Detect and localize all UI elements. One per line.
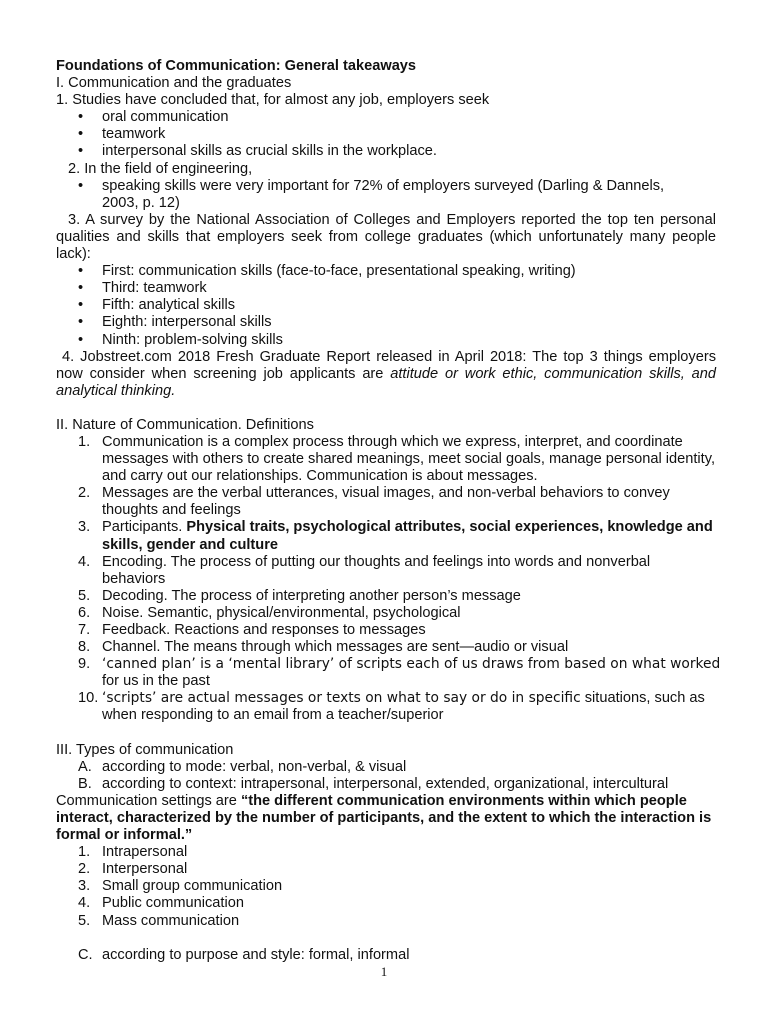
paragraph-4-text: 4. Jobstreet.com 2018 Fresh Graduate Report released in April 2018: The top 3 things employers now consider when screening job applicants are [56,348,716,382]
item-number: 4. [78,553,91,570]
list-item [56,622,716,639]
item-text: for us in the past [102,673,210,690]
item-text: Communication is a complex process through which we express, interpret, and coordinate messages with others to create shared meanings, meet social goals, manage personal identity, and carry out our relationships. Communication is about messages. [102,433,715,485]
item-lead: Participants. [102,519,187,536]
item-letter: B. [78,775,92,792]
item-text: Small group communication [102,878,283,895]
list-item: • First: communication skills (face-to-face, presentational speaking, writing) [56,263,716,280]
item-number: 2. [78,485,91,502]
item-number: 9. [78,656,91,673]
list-item [56,776,716,793]
item-text: according to mode: verbal, non-verbal, & visual [102,758,407,775]
list-item: • Eighth: interpersonal skills [56,314,716,331]
settings-lead: Communication settings are [56,792,241,809]
list-item [56,519,716,553]
list-item [56,434,716,485]
section-1-heading: I. Communication and the graduates [56,75,292,92]
item-text: Public communication [102,895,244,912]
item-text: according to purpose and style: formal, informal [102,946,410,963]
item-letter: C. [78,946,93,963]
list-item [56,895,716,912]
bullet-list-1 [56,109,716,160]
page-number: 1 [380,964,388,979]
paragraph-4-italic: attitude or work ethic, communication skills, and analytical thinking. [56,365,716,399]
item-number: 2. [78,861,91,878]
item-number: 3. [78,878,91,895]
bullet-list-3 [56,263,716,348]
definitions-list [56,433,721,725]
item-text: Mass communication [102,912,240,929]
list-item: • speaking skills were very important for 72% of employers surveyed (Darling & Dannels, 2003, p. 12) [56,178,716,212]
item-text: Encoding. The process of putting our thoughts and feelings into words and nonverbal behaviors [102,553,651,587]
item-text: Decoding. The process of interpreting another person’s message [102,587,521,604]
item-number: 3. [78,519,91,536]
item-number: 5. [78,912,91,929]
item-number: 8. [78,639,91,656]
list-item [56,913,716,930]
item-text: Interpersonal [102,861,188,878]
item-text: Intrapersonal [102,844,188,861]
settings-quote: “the different communication environments within which people interact, characterized by the number of participants, and the extent to which the interaction is formal or informal.” [56,792,712,844]
item-text: Feedback. Reactions and responses to messages [102,622,426,638]
item-number: 7. [78,622,91,638]
document-page [56,58,721,964]
item-alt-text: ‘canned plan’ is a ‘mental library’ of scripts each of us draws from based on what worked [102,656,721,673]
list-item [56,878,716,895]
paragraph-1: 1. Studies have concluded that, for almost any job, employers seek [56,92,490,109]
section-2-heading: II. Nature of Communication. Definitions [56,416,314,433]
page-title: Foundations of Communication: General takeaways [56,58,417,74]
item-text: Channel. The means through which messages are sent—audio or visual [102,639,569,656]
paragraph-2: 2. In the field of engineering, [68,160,253,177]
item-bold-text: Physical traits, psychological attributes, social experiences, knowledge and skills, gender and culture [102,519,713,553]
list-item: • Ninth: problem-solving skills [56,332,716,349]
paragraph-4 [56,349,716,400]
item-number: 6. [78,604,91,621]
list-item [56,588,716,605]
settings-definition [56,793,716,844]
list-item: • interpersonal skills as crucial skills in the workplace. [56,143,716,160]
item-text: Messages are the verbal utterances, visual images, and non-verbal behaviors to convey thoughts and feelings [102,485,670,519]
list-item [56,759,716,776]
list-item [56,605,716,622]
list-item: • teamwork [56,126,716,143]
item-text: according to context: intrapersonal, interpersonal, extended, organizational, intercultural [102,775,669,792]
paragraph-3: 3. A survey by the National Association of Colleges and Employers reported the top ten personal qualities and skills that employers seek from college graduates (which unfortunately many people lack): [56,211,716,263]
settings-list [56,844,716,929]
list-item [56,861,716,878]
item-number: 10. [78,690,99,707]
item-text: Noise. Semantic, physical/environmental, psychological [102,604,461,621]
list-item [56,844,716,861]
bullet-list-2 [56,178,716,212]
list-item [56,656,721,690]
list-item: • Fifth: analytical skills [56,297,716,314]
list-item: • oral communication [56,109,716,126]
list-item: • Third: teamwork [56,280,716,297]
types-list-c [56,947,716,964]
section-3-heading: III. Types of communication [56,741,234,758]
item-number: 4. [78,895,91,912]
types-list [56,759,716,793]
list-item [56,485,716,519]
list-item [56,690,716,724]
item-number: 5. [78,587,91,604]
list-item [56,639,716,656]
item-number: 1. [78,433,91,450]
list-item [56,947,716,964]
item-alt-text: ‘scripts’ are actual messages or texts on what to say or do in specific [102,690,581,707]
list-item [56,554,716,588]
item-letter: A. [78,758,92,775]
item-number: 1. [78,844,91,861]
item-text: situations, such as when responding to an email from a teacher/superior [102,690,705,724]
